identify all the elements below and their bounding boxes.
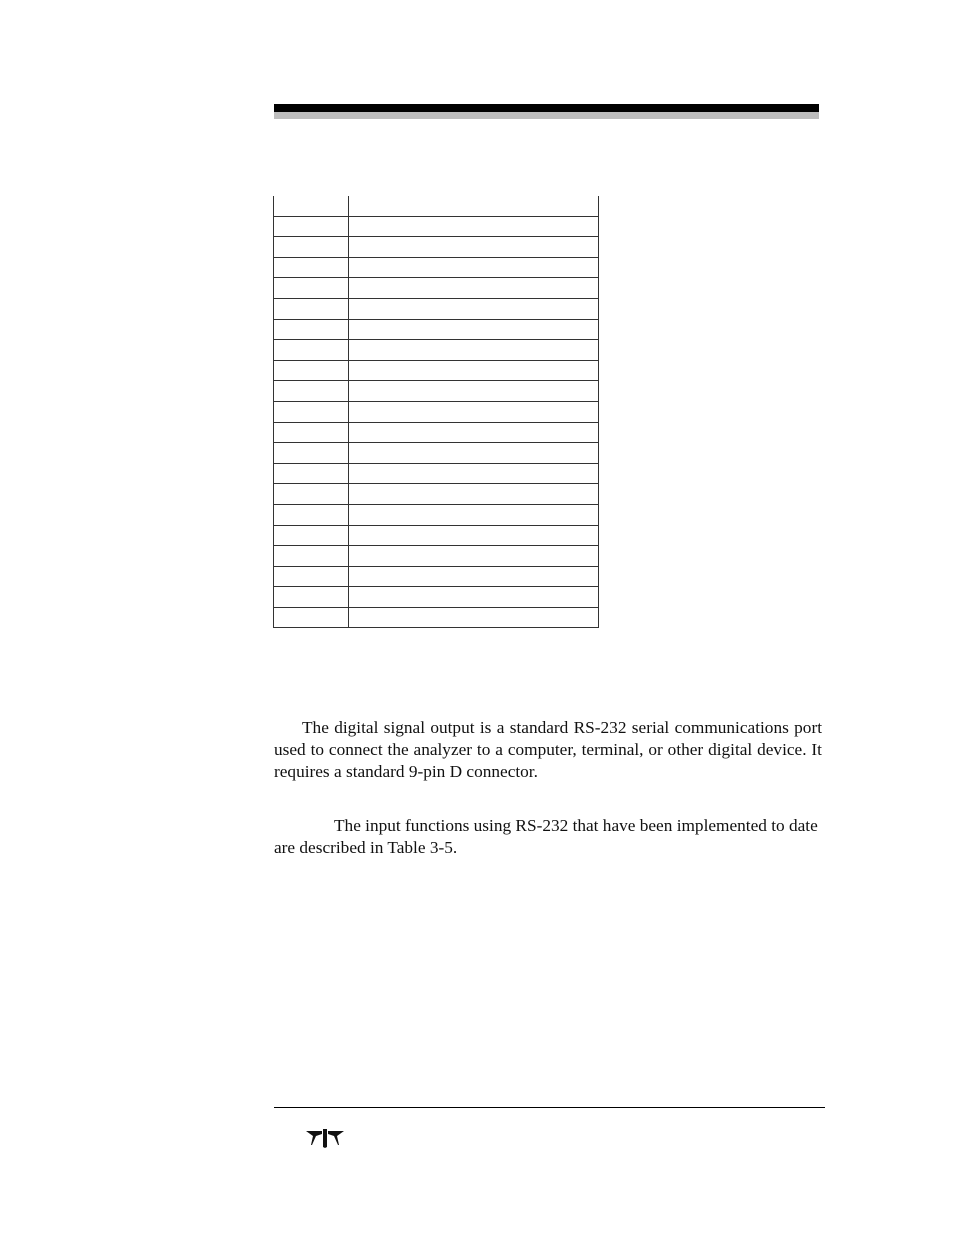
table-row	[274, 463, 599, 484]
table-row	[274, 298, 599, 319]
pin-number-cell	[274, 443, 349, 464]
pin-function-cell	[349, 278, 599, 299]
header-rule-shadow	[274, 112, 819, 119]
pin-function-cell	[349, 504, 599, 525]
table-row	[274, 216, 599, 237]
table-row	[274, 196, 599, 216]
pin-function-cell	[349, 319, 599, 340]
table-row	[274, 401, 599, 422]
pin-number-cell	[274, 360, 349, 381]
table-row	[274, 237, 599, 258]
logo-center-stem	[323, 1129, 327, 1148]
pin-number-cell	[274, 257, 349, 278]
logo-right-wing	[328, 1131, 344, 1145]
logo-left-wing	[306, 1131, 322, 1145]
pin-number-cell	[274, 546, 349, 567]
pin-function-cell	[349, 566, 599, 587]
pin-number-cell	[274, 401, 349, 422]
pin-function-cell	[349, 525, 599, 546]
pin-number-cell	[274, 196, 349, 216]
teledyne-logo-icon	[305, 1125, 345, 1149]
table-row	[274, 340, 599, 361]
pin-number-cell	[274, 237, 349, 258]
pin-number-cell	[274, 587, 349, 608]
pin-number-cell	[274, 525, 349, 546]
pin-number-cell	[274, 463, 349, 484]
table-row	[274, 360, 599, 381]
pin-function-cell	[349, 484, 599, 505]
table-row	[274, 422, 599, 443]
table-row	[274, 443, 599, 464]
pin-number-cell	[274, 484, 349, 505]
pin-table-body	[274, 196, 599, 628]
pin-function-cell	[349, 298, 599, 319]
table-row	[274, 546, 599, 567]
pin-assignment-table	[273, 196, 599, 628]
header-rule-bar	[274, 104, 819, 112]
pin-number-cell	[274, 340, 349, 361]
pin-number-cell	[274, 216, 349, 237]
pin-function-cell	[349, 196, 599, 216]
pin-number-cell	[274, 278, 349, 299]
table-row	[274, 484, 599, 505]
pin-function-cell	[349, 401, 599, 422]
pin-function-cell	[349, 216, 599, 237]
table-row	[274, 587, 599, 608]
pin-function-cell	[349, 237, 599, 258]
input-functions-paragraph: The input functions using RS-232 that have been implemented to date are described in Table 3-5.	[274, 816, 818, 857]
table-row	[274, 504, 599, 525]
pin-function-cell	[349, 443, 599, 464]
table-row	[274, 381, 599, 402]
pin-function-cell	[349, 257, 599, 278]
rs232-description-paragraph: The digital signal output is a standard RS-232 serial communications port used to connect the analyzer to a computer, terminal, or other digital device. It requires a standard 9-pin D connector.	[274, 718, 822, 781]
pin-number-cell	[274, 298, 349, 319]
pin-number-cell	[274, 566, 349, 587]
pin-function-cell	[349, 422, 599, 443]
pin-function-cell	[349, 546, 599, 567]
pin-function-cell	[349, 360, 599, 381]
pin-function-cell	[349, 463, 599, 484]
pin-function-cell	[349, 587, 599, 608]
pin-number-cell	[274, 319, 349, 340]
pin-function-cell	[349, 340, 599, 361]
pin-number-cell	[274, 422, 349, 443]
table-row	[274, 525, 599, 546]
table-row	[274, 257, 599, 278]
pin-number-cell	[274, 381, 349, 402]
table-row	[274, 278, 599, 299]
pin-function-cell	[349, 607, 599, 628]
footer-rule	[274, 1107, 825, 1108]
table-row	[274, 319, 599, 340]
pin-function-cell	[349, 381, 599, 402]
pin-number-cell	[274, 504, 349, 525]
table-row	[274, 566, 599, 587]
pin-number-cell	[274, 607, 349, 628]
table-row	[274, 607, 599, 628]
